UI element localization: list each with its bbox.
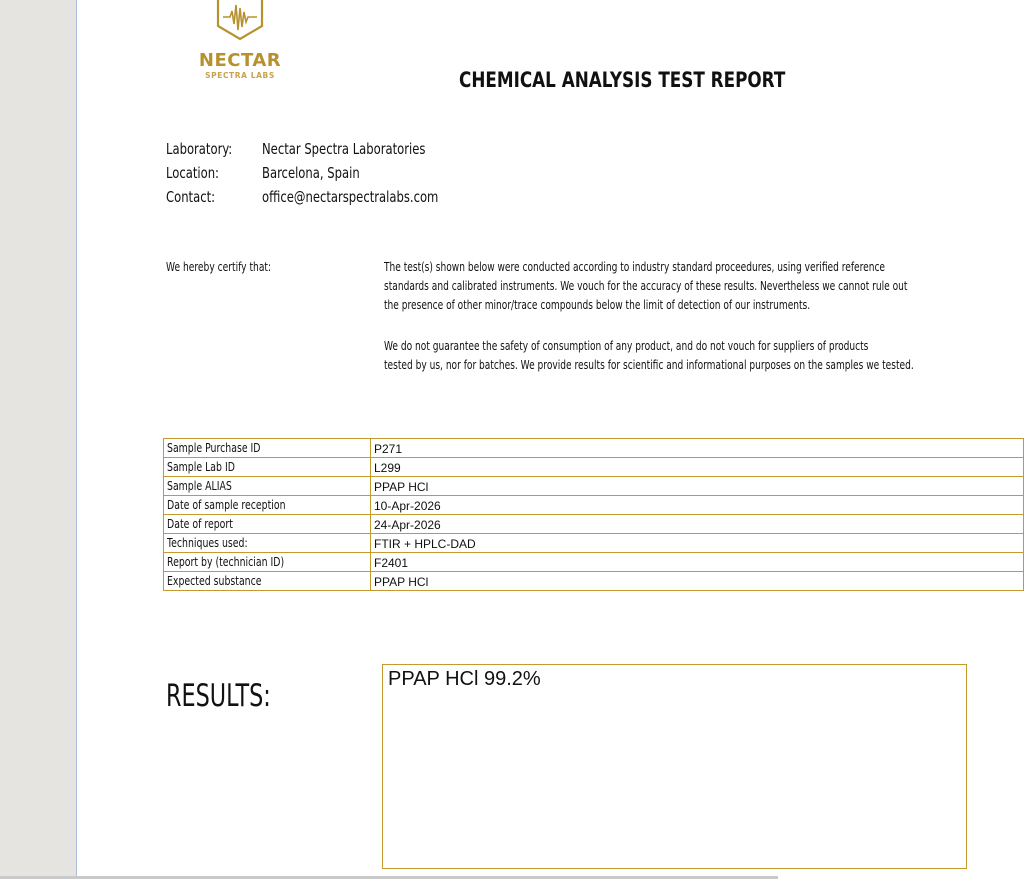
report-page — [76, 0, 1024, 879]
results-heading: RESULTS: — [166, 678, 271, 714]
table-row — [164, 458, 1024, 477]
table-row — [164, 439, 1024, 458]
row-value: PPAP HCl — [371, 477, 1024, 496]
table-row — [164, 534, 1024, 553]
lab-info-value: office@nectarspectralabs.com — [262, 188, 439, 206]
lab-info-row-laboratory — [166, 140, 467, 164]
lab-info-value: Barcelona, Spain — [262, 164, 360, 182]
certification-line: tested by us, nor for batches. We provide results for scientific and informational purposes on the samples we tested. — [384, 358, 914, 372]
row-label: Date of sample reception — [167, 498, 286, 512]
row-label: Sample Lab ID — [167, 460, 235, 474]
brand-subtitle: SPECTRA LABS — [205, 71, 275, 80]
certification-line: The test(s) shown below were conducted according to industry standard proceedures, using verified reference — [384, 260, 886, 274]
table-row — [164, 553, 1024, 572]
table-row — [164, 477, 1024, 496]
certification-paragraph-2 — [384, 337, 914, 375]
row-value: PPAP HCl — [371, 572, 1024, 591]
results-box — [382, 664, 967, 869]
certification-line: standards and calibrated instruments. We vouch for the accuracy of these results. Nevertheless we cannot rule out — [384, 279, 908, 293]
row-value: P271 — [371, 439, 1024, 458]
row-value: F2401 — [371, 553, 1024, 572]
sample-details-table — [163, 438, 1024, 591]
row-label: Sample Purchase ID — [167, 441, 261, 455]
lab-info-label: Contact: — [166, 188, 216, 206]
row-label: Date of report — [167, 517, 233, 531]
certification-line: We do not guarantee the safety of consumption of any product, and do not vouch for suppliers of products — [384, 339, 869, 353]
row-value: 10-Apr-2026 — [371, 496, 1024, 515]
row-label: Report by (technician ID) — [167, 555, 285, 569]
row-value: L299 — [371, 458, 1024, 477]
table-row — [164, 515, 1024, 534]
lab-info-label: Location: — [166, 164, 219, 182]
row-value: FTIR + HPLC-DAD — [371, 534, 1024, 553]
row-label: Expected substance — [167, 574, 262, 588]
lab-info-value: Nectar Spectra Laboratories — [262, 140, 426, 158]
certification-paragraph-1 — [384, 258, 907, 315]
report-title: CHEMICAL ANALYSIS TEST REPORT — [459, 68, 786, 92]
row-label: Techniques used: — [167, 536, 248, 550]
lab-info-row-location — [166, 164, 467, 188]
lab-info-row-contact — [166, 188, 467, 212]
brand-name: NECTAR — [198, 50, 282, 71]
results-text: PPAP HCl 99.2% — [388, 668, 541, 690]
table-row — [164, 572, 1024, 591]
certify-label: We hereby certify that: — [166, 260, 272, 274]
lab-info-label: Laboratory: — [166, 140, 233, 158]
lab-info — [166, 140, 467, 212]
row-value: 24-Apr-2026 — [371, 515, 1024, 534]
certification-line: the presence of other minor/trace compounds below the limit of detection of our instruments. — [384, 298, 811, 312]
table-row — [164, 496, 1024, 515]
row-label: Sample ALIAS — [167, 479, 232, 493]
